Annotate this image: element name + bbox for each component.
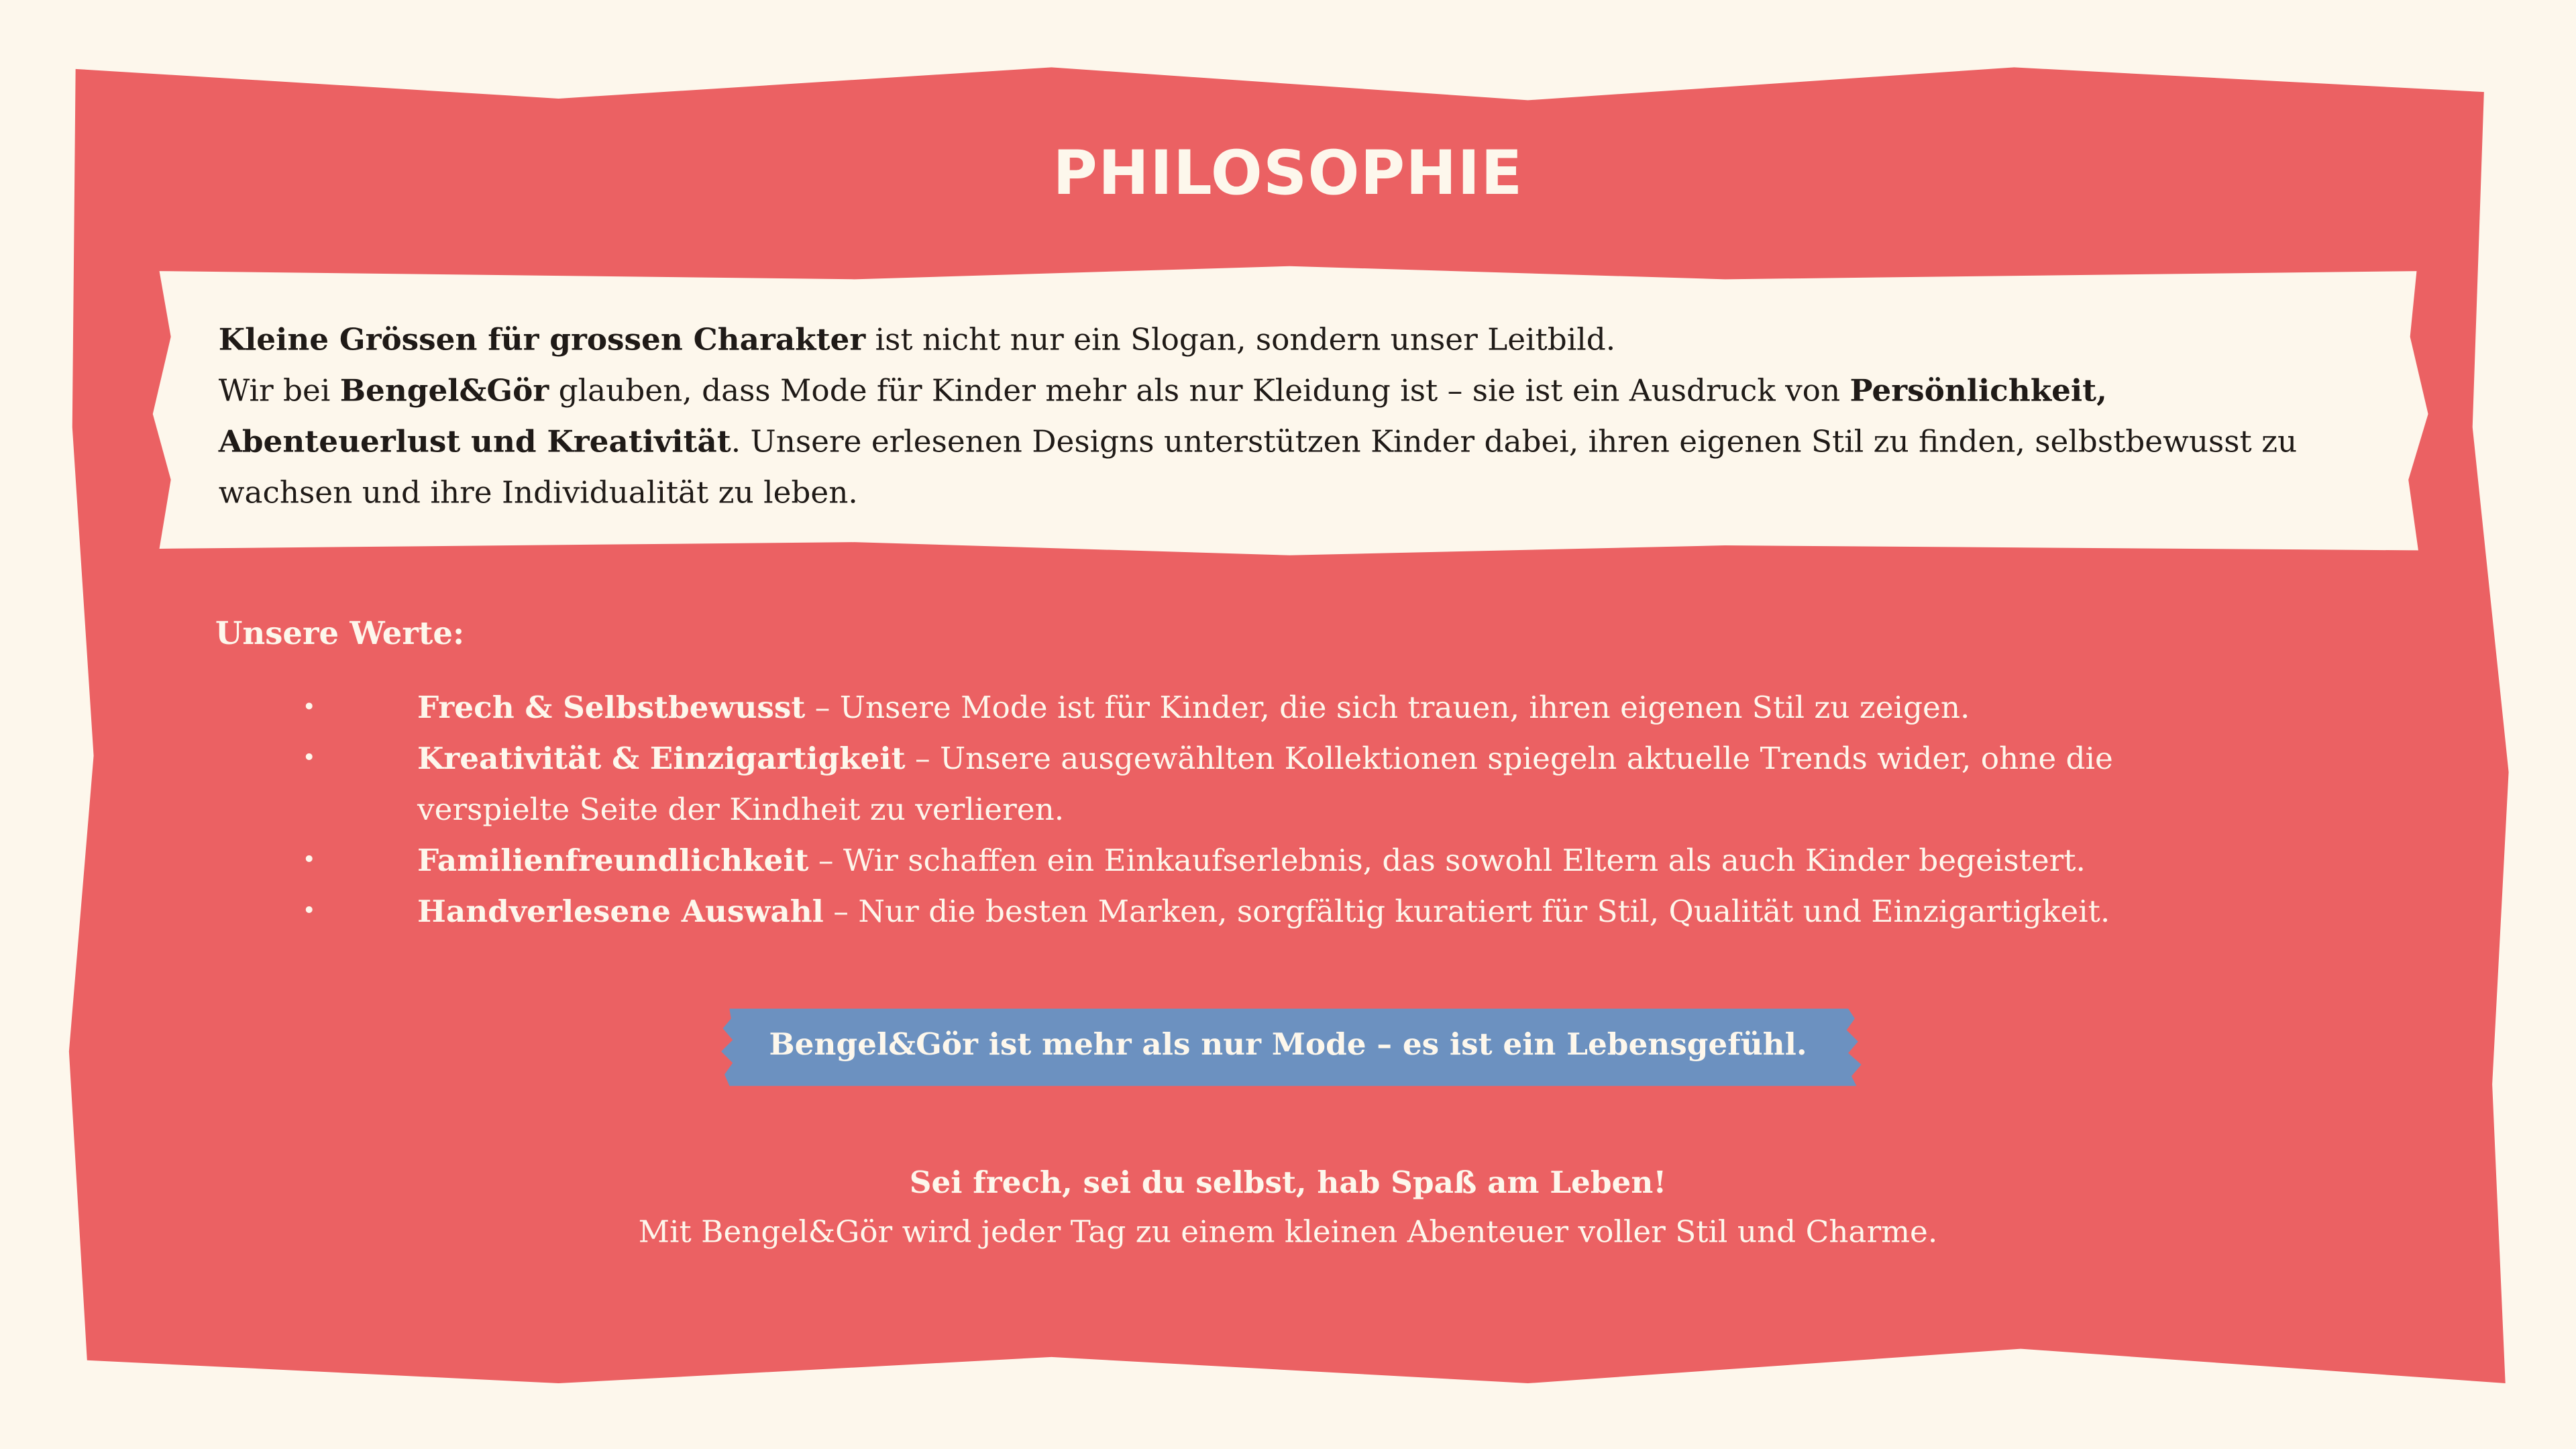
value-item — [303, 735, 2192, 837]
value-item — [303, 684, 2192, 735]
value-title: Frech & Selbstbewusst — [417, 692, 806, 727]
intro-paragraph — [219, 315, 2338, 519]
brand-name: Bengel&Gör — [339, 374, 549, 409]
value-item — [303, 887, 2192, 938]
intro-text-3: glauben, dass Mode für Kinder mehr als nur Kleidung ist – sie ist ein Ausdruck von — [549, 374, 1850, 409]
value-title: Handverlesene Auswahl — [417, 895, 824, 930]
value-text: – Unsere ausgewählten Kollektionen spiegeln aktuelle Trends wider, ohne die verspielte Seite der Kindheit zu verlieren. — [417, 742, 2113, 828]
value-text: – Wir schaffen ein Einkaufserlebnis, das sowohl Eltern als auch Kinder begeistert. — [808, 844, 2086, 879]
value-title: Kreativität & Einzigartigkeit — [417, 742, 906, 777]
value-title: Familienfreundlichkeit — [417, 844, 809, 879]
bullet-icon: • — [302, 847, 316, 874]
value-text: – Unsere Mode ist für Kinder, die sich trauen, ihren eigenen Stil zu zeigen. — [805, 692, 1970, 727]
values-heading: Unsere Werte: — [215, 616, 465, 653]
intro-highlight: Persönlichkeit, Abenteuerlust und Kreativität — [218, 374, 2107, 460]
slogan: Kleine Grössen für grossen Charakter — [218, 323, 866, 358]
intro-text-4: . Unsere erlesenen Designs unterstützen Kinder dabei, ihren eigenen Stil zu finden, selbstbewusst zu wachsen und ihre Individualität zu leben. — [218, 425, 2298, 511]
closing-headline: Sei frech, sei du selbst, hab Spaß am Leben! — [909, 1166, 1667, 1201]
value-text: – Nur die besten Marken, sorgfältig kuratiert für Stil, Qualität und Einzigartigkeit. — [823, 895, 2110, 930]
bullet-icon: • — [302, 745, 316, 773]
bullet-icon: • — [302, 694, 316, 722]
bullet-icon: • — [302, 898, 316, 925]
intro-text-2: Wir bei — [218, 374, 340, 409]
intro-text-1: ist nicht nur ein Slogan, sondern unser Leitbild. — [865, 323, 1616, 358]
page-title: PHILOSOPHIE — [1053, 138, 1523, 209]
value-item — [303, 837, 2192, 888]
closing-text: Mit Bengel&Gör wird jeder Tag zu einem kleinen Abenteuer voller Stil und Charme. — [638, 1216, 1938, 1250]
values-list — [303, 684, 2192, 938]
lifestyle-banner: Bengel&Gör ist mehr als nur Mode – es ist ein Lebensgefühl. — [769, 1028, 1807, 1063]
